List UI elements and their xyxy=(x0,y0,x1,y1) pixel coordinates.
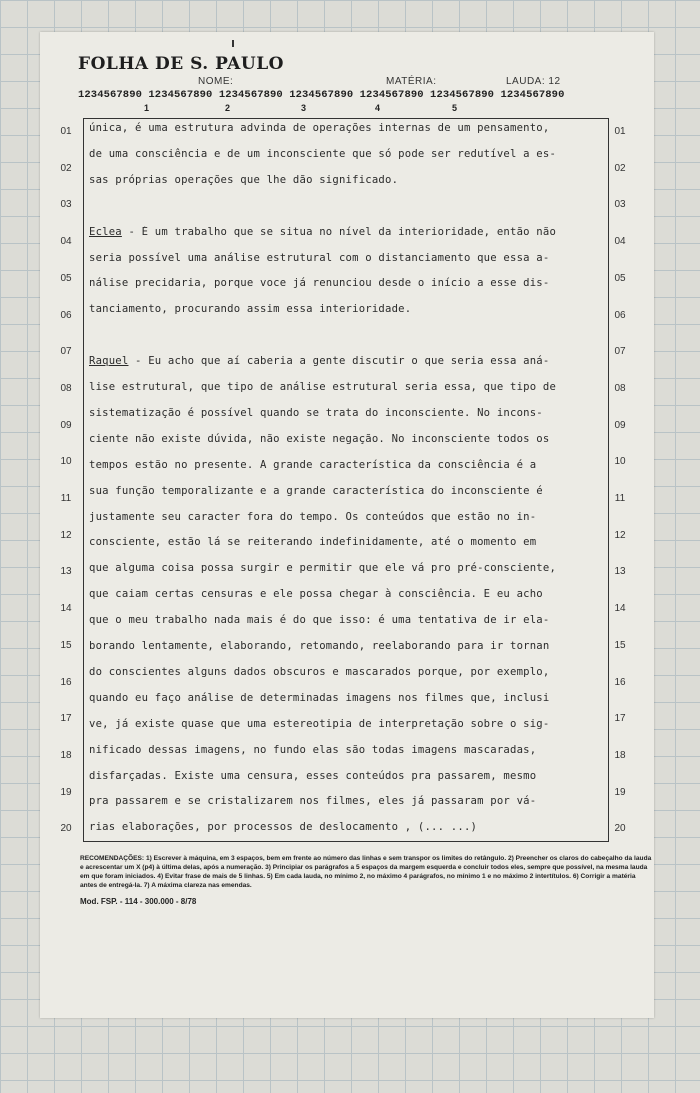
line-number: 13 xyxy=(614,566,626,578)
typed-line: quando eu faço análise de determinadas imagens nos filmes que, inclusi xyxy=(89,691,550,704)
line-number: 15 xyxy=(614,639,626,651)
typed-line: tempos estão no presente. A grande característica da consciência é a xyxy=(89,458,537,471)
line-number: 10 xyxy=(60,456,72,468)
line-number: 20 xyxy=(614,823,626,835)
line-number: 12 xyxy=(60,529,72,541)
line-number: 07 xyxy=(614,346,626,358)
line-number: 19 xyxy=(614,786,626,798)
column-number: 1 xyxy=(144,103,150,113)
line-number: 16 xyxy=(614,676,626,688)
typed-line: que o meu trabalho nada mais é do que isso: é uma tentativa de ir ela- xyxy=(89,614,550,627)
line-number: 18 xyxy=(60,749,72,761)
typed-line: seria possível uma análise estrutural com o distanciamento que essa a- xyxy=(89,251,550,264)
newspaper-masthead: FOLHA DE S. PAULO xyxy=(78,54,284,74)
line-number: 08 xyxy=(614,382,626,394)
line-number: 14 xyxy=(60,603,72,615)
line-number: 06 xyxy=(60,309,72,321)
typed-line: que caiam certas censuras e ele possa chegar à consciência. E eu acho xyxy=(89,588,543,601)
line-number: 11 xyxy=(614,493,626,504)
typed-line: rias elaborações, por processos de deslocamento , (... ...) xyxy=(89,821,478,834)
line-number: 17 xyxy=(60,713,72,725)
typed-line: ve, já existe quase que uma estereotipia de interpretação sobre o sig- xyxy=(89,717,550,730)
line-number: 20 xyxy=(60,823,72,835)
line-number: 03 xyxy=(60,199,72,211)
line-number: 01 xyxy=(614,126,626,137)
speaker-name: Eclea xyxy=(89,225,122,238)
line-number: 10 xyxy=(614,456,626,468)
typed-line: Raquel - Eu acho que aí caberia a gente discutir o que seria essa aná- xyxy=(89,355,550,368)
line-number: 03 xyxy=(614,199,626,211)
lauda-label: LAUDA: 12 xyxy=(506,76,561,87)
line-number: 02 xyxy=(60,162,72,174)
line-number: 09 xyxy=(614,419,626,431)
line-number: 17 xyxy=(614,713,626,725)
typed-line: lise estrutural, que tipo de análise estrutural seria essa, que tipo de xyxy=(89,381,557,393)
line-number: 16 xyxy=(60,676,72,688)
column-number: 4 xyxy=(375,103,381,113)
typed-line: nificado dessas imagens, no fundo elas são todas imagens mascaradas, xyxy=(89,743,537,756)
line-number: 09 xyxy=(60,419,72,431)
typed-line: de uma consciência e de um inconsciente que só pode ser redutível a es- xyxy=(89,147,557,160)
typed-line: pra passarem e se cristalizarem nos filmes, eles já passaram por vá- xyxy=(89,795,537,808)
line-number: 04 xyxy=(614,236,626,248)
materia-label: MATÉRIA: xyxy=(386,76,437,87)
typed-line: Eclea - É um trabalho que se situa no nível da interioridade, então não xyxy=(89,225,557,238)
typed-line: consciente, estão lá se reiterando indefinidamente, até o momento em xyxy=(89,536,537,549)
line-number: 19 xyxy=(60,786,72,798)
nome-label: NOME: xyxy=(198,76,234,87)
line-number: 08 xyxy=(60,382,72,394)
line-number: 04 xyxy=(60,236,72,248)
typed-line: tanciamento, procurando assim essa interioridade. xyxy=(89,303,412,316)
line-number: 01 xyxy=(60,126,72,137)
line-number: 18 xyxy=(614,749,626,761)
line-number: 13 xyxy=(60,566,72,578)
line-number: 06 xyxy=(614,309,626,321)
typed-line: justamente seu caracter fora do tempo. Os conteúdos que estão no in- xyxy=(89,510,537,523)
typed-line: que alguma coisa possa surgir e permitir que ele vá pro pré-consciente, xyxy=(89,562,557,575)
column-number: 2 xyxy=(225,103,231,113)
typed-line: única, é uma estrutura advinda de operações internas de um pensamento, xyxy=(89,122,550,134)
character-ruler: 1234567890 1234567890 1234567890 1234567890 1234567890 1234567890 1234567890 xyxy=(78,89,565,101)
line-number: 02 xyxy=(614,162,626,174)
model-code: Mod. FSP. - 114 - 300.000 - 8/78 xyxy=(80,897,197,906)
typewritten-sheet xyxy=(40,32,654,1018)
column-number: 3 xyxy=(301,103,307,113)
line-number: 15 xyxy=(60,639,72,651)
typed-line: disfarçadas. Existe uma censura, esses conteúdos pra passarem, mesmo xyxy=(89,769,537,782)
line-number: 12 xyxy=(614,529,626,541)
line-number: 05 xyxy=(60,272,72,284)
line-number: 05 xyxy=(614,272,626,284)
typed-line: do conscientes alguns dados obscuros e mascarados porque, por exemplo, xyxy=(89,665,550,678)
typed-line: ciente não existe dúvida, não existe negação. No inconsciente todos os xyxy=(89,432,550,445)
typed-line: sua função temporalizante e a grande característica do inconsciente é xyxy=(89,484,543,497)
recommendations-note: RECOMENDAÇÕES: 1) Escrever à máquina, em 3 espaços, bem em frente ao número das linhas e sem transpor os limites do retângulo. 2) Preencher os claros do cabeçalho da lauda e acrescentar um X (p4) à última delas, após a numeração. 3) Principiar os parágrafos a 5 espaços da margem esquerda e concluir todos eles, sempre que possível, na mesma lauda em que foram iniciados. 4) Evitar frase de mais de 5 linhas. 5) Em cada lauda, no mínimo 2, no máximo 4 parágrafos, no mínimo 1 e no máximo 2 intertítulos. 6) Corrigir a matéria antes de entregá-la. 7) A máxima clareza nas emendas. xyxy=(80,855,652,889)
line-number: 07 xyxy=(60,346,72,358)
typed-line: nálise precidaria, porque voce já renunciou desde o início a esse dis- xyxy=(89,277,550,290)
line-number: 14 xyxy=(614,603,626,615)
tick-mark xyxy=(232,40,234,47)
typed-line: sistematização é possível quando se trata do inconsciente. No incons- xyxy=(89,406,543,419)
line-number: 11 xyxy=(60,493,72,504)
speaker-name: Raquel xyxy=(89,355,129,368)
column-number: 5 xyxy=(452,103,458,113)
typed-line: borando lentamente, elaborando, retomando, reelaborando para ir tornan xyxy=(89,640,550,652)
typed-line: sas próprias operações que lhe dão significado. xyxy=(89,173,399,186)
